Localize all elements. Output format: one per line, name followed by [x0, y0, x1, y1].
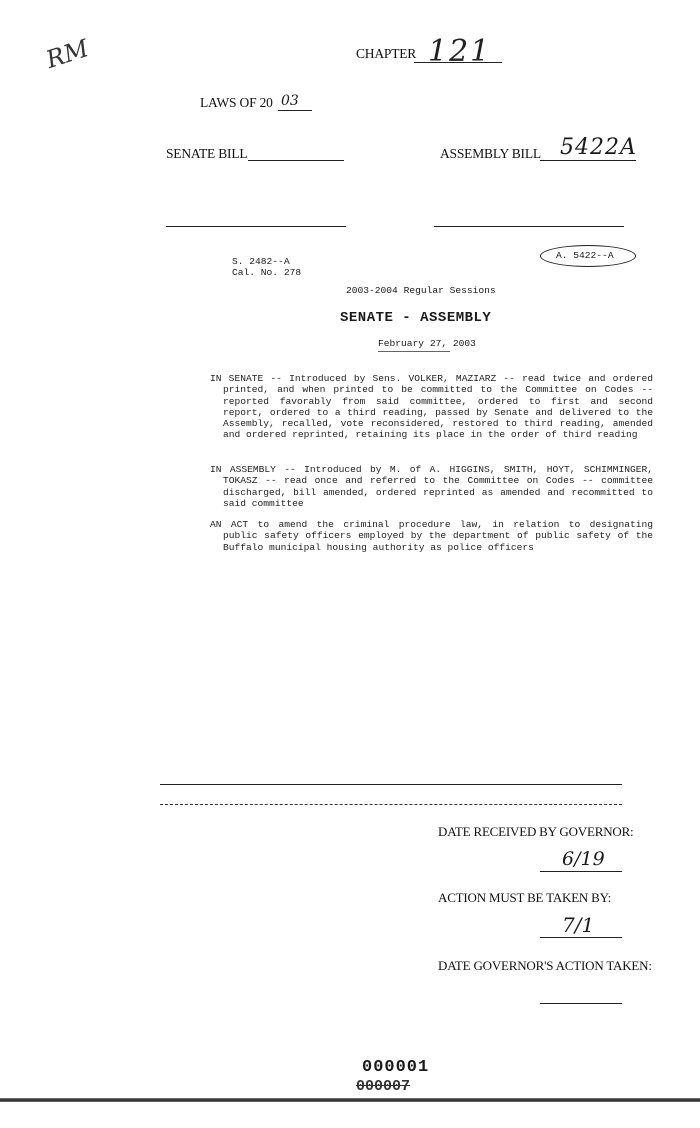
chapter-label: CHAPTER: [356, 46, 417, 61]
an-act-paragraph: AN ACT to amend the criminal procedure law, in relation to designating public safety officers employed by the department of public safety of the Buffalo municipal housing authority as police officers: [210, 519, 653, 553]
date-received-underline: [540, 871, 622, 872]
assembly-bill-label: ASSEMBLY BILL: [440, 146, 541, 161]
action-deadline-underline: [540, 937, 622, 938]
bill-date: February 27, 2003: [378, 338, 476, 349]
action-deadline-value: 7/1: [562, 913, 595, 937]
laws-year-underline: [278, 110, 312, 111]
page-stamp-struck: 000007: [356, 1078, 411, 1095]
margin-initials: RM: [42, 34, 92, 74]
senate-bill-number: S. 2482--A: [232, 256, 290, 267]
chapter-number: 121: [428, 34, 492, 69]
date-received-value: 6/19: [562, 848, 605, 870]
blank-rule-left: [166, 226, 346, 227]
in-senate-paragraph: IN SENATE -- Introduced by Sens. VOLKER, MAZIARZ -- read twice and ordered printed, and when printed to be committed to the Committee on Codes -- reported favorably from said committee, ordered to first and second report, ordered to a third reading, passed by Senate and delivered to the Assembly, recalled, vote reconsidered, restored to third reading, amended and ordered reprinted, retaining its place in the order of third reading: [210, 373, 653, 441]
session-line: 2003-2004 Regular Sessions: [346, 285, 496, 296]
action-taken-label: DATE GOVERNOR'S ACTION TAKEN:: [438, 958, 652, 973]
action-deadline-label: ACTION MUST BE TAKEN BY:: [438, 890, 612, 905]
page-stamp-number: 000001: [362, 1058, 430, 1077]
calendar-number: Cal. No. 278: [232, 267, 302, 278]
action-taken-underline: [540, 1003, 622, 1004]
senate-bill-label: SENATE BILL: [166, 146, 248, 161]
scan-edge-shadow: [0, 1098, 700, 1102]
house-title: SENATE - ASSEMBLY: [340, 310, 492, 326]
senate-bill-underline: [248, 160, 344, 161]
assembly-bill-value: 5422A: [560, 135, 637, 160]
laws-of-label: LAWS OF 20: [200, 95, 273, 110]
assembly-bill-number: A. 5422--A: [556, 250, 614, 261]
laws-year: 03: [281, 93, 299, 109]
assembly-bill-underline: [540, 160, 636, 161]
in-assembly-paragraph: IN ASSEMBLY -- Introduced by M. of A. HIGGINS, SMITH, HOYT, SCHIMMINGER, TOKASZ -- read once and referred to the Committee on Codes -- committee discharged, bill amended, ordered reprinted as amended and recommitted to said committee: [210, 464, 653, 509]
date-received-label: DATE RECEIVED BY GOVERNOR:: [438, 824, 634, 839]
date-underline: [378, 351, 450, 352]
blank-rule-right: [434, 226, 624, 227]
separator-rule-top: [160, 784, 622, 785]
separator-rule-bottom: [160, 804, 622, 805]
